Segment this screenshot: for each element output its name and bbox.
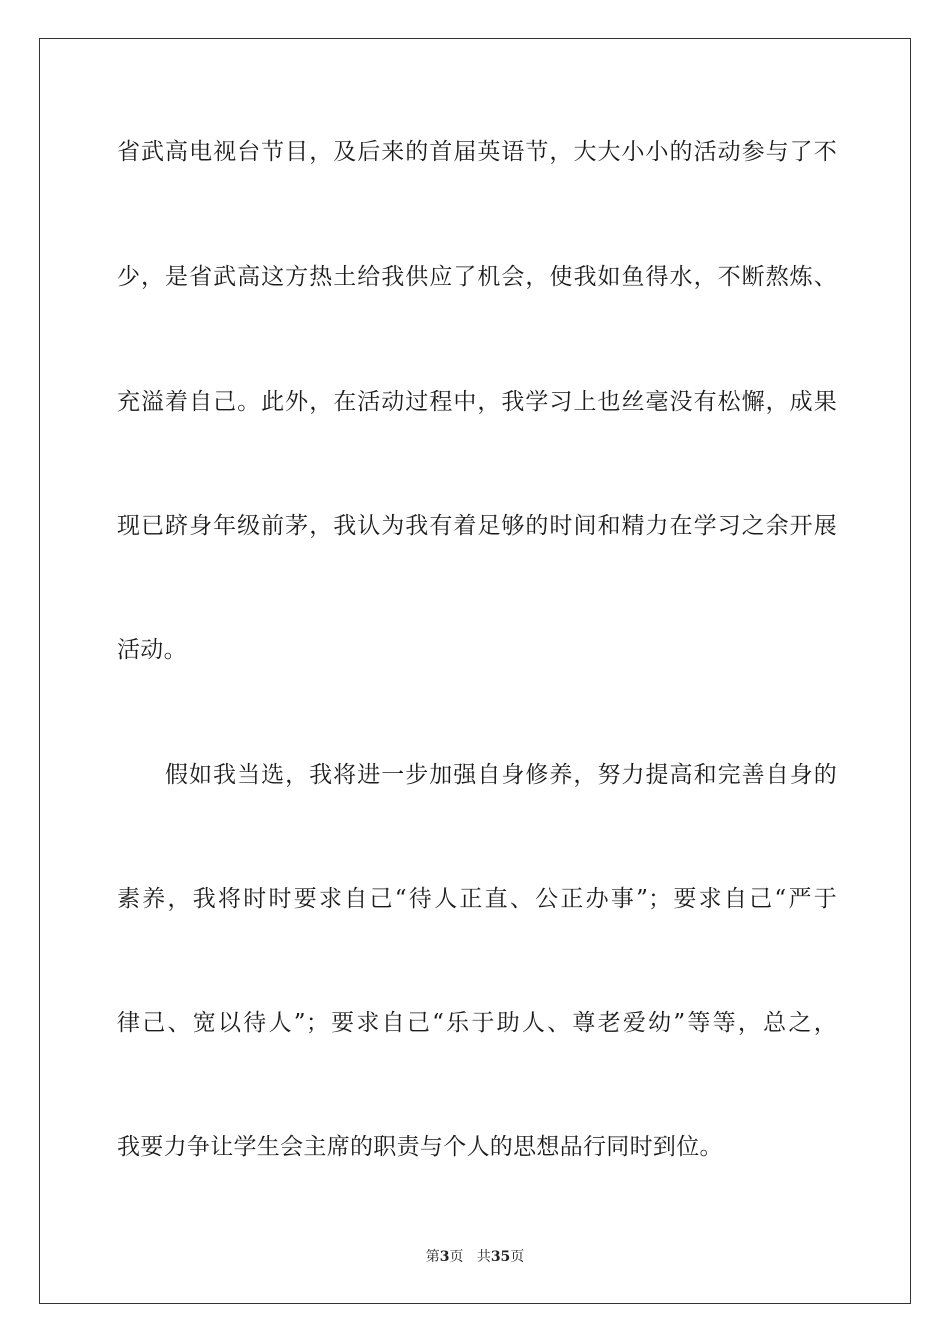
body-text-line-1: 省武高电视台节目，及后来的首届英语节，大大小小的活动参与了不	[117, 139, 837, 165]
footer-total-suffix: 页	[510, 1249, 525, 1265]
body-text-line-3: 充溢着自己。此外，在活动过程中，我学习上也丝毫没有松懈，成果	[117, 389, 837, 415]
page-border	[39, 38, 911, 1304]
body-text-line-8: 律己、宽以待人”；要求自己“乐于助人、尊老爱幼”等等，总之，	[117, 1010, 837, 1036]
footer-total-pages: 35	[490, 1249, 511, 1265]
body-text-line-7: 素养，我将时时要求自己“待人正直、公正办事”；要求自己“严于	[117, 886, 837, 912]
body-text-line-4: 现已跻身年级前茅，我认为我有着足够的时间和精力在学习之余开展	[117, 513, 837, 539]
body-text-line-9: 我要力争让学生会主席的职责与个人的思想品行同时到位。	[117, 1134, 723, 1160]
body-text-line-2: 少，是省武高这方热土给我供应了机会，使我如鱼得水，不断熬炼、	[117, 264, 837, 290]
body-text-line-5: 活动。	[117, 637, 187, 663]
body-text-line-6: 假如我当选，我将进一步加强自身修养，努力提高和完善自身的	[165, 762, 837, 788]
footer-page-number: 3	[439, 1249, 450, 1265]
footer-page-suffix: 页	[449, 1249, 464, 1265]
footer-total-prefix: 共	[476, 1249, 491, 1265]
footer-page-prefix: 第	[425, 1249, 440, 1265]
page-footer	[0, 1248, 950, 1266]
